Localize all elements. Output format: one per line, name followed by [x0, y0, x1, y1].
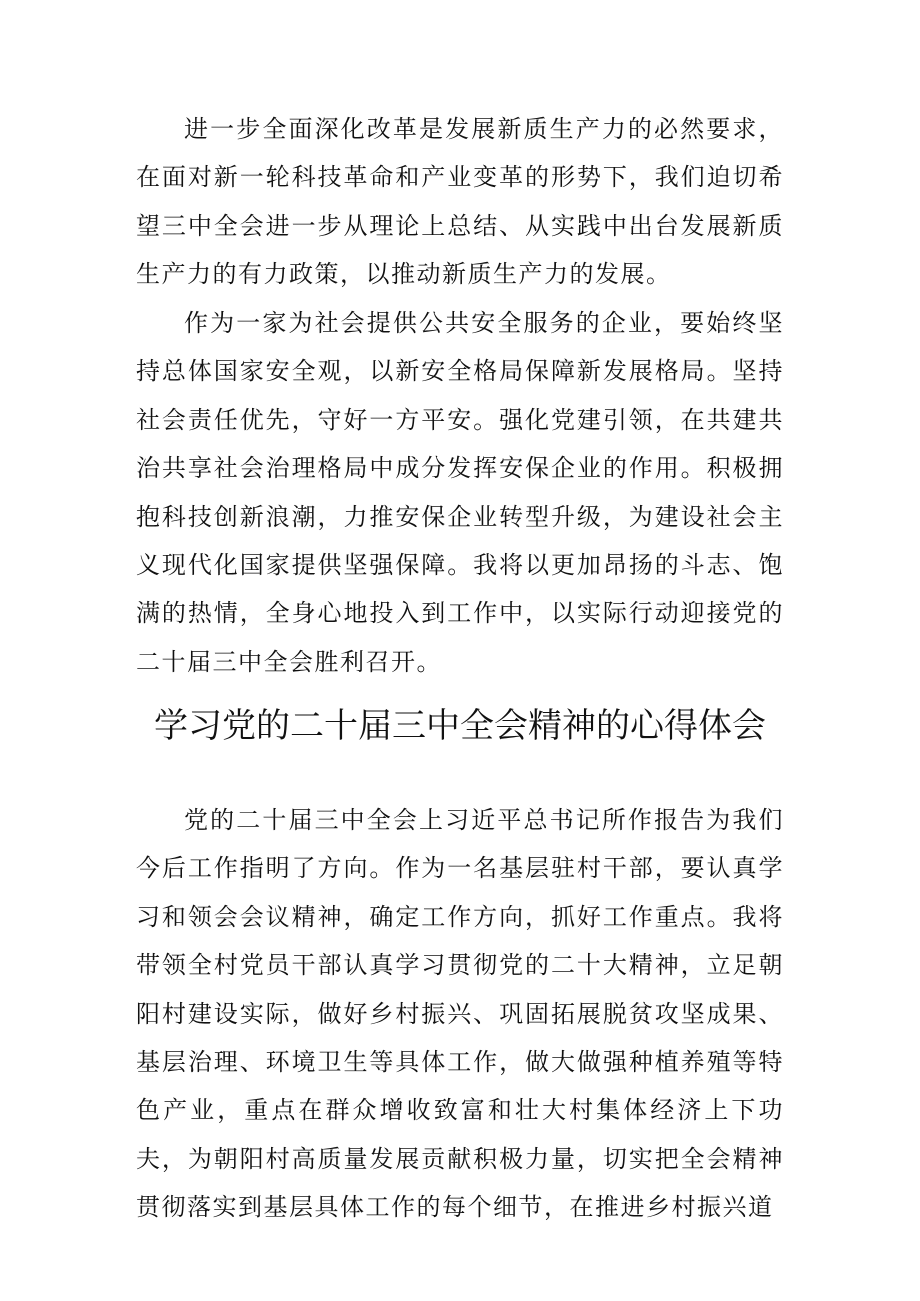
body-paragraph: 进一步全面深化改革是发展新质生产力的必然要求，在面对新一轮科技革命和产业变革的形势下，我们迫切希望三中全会进一步从理论上总结、从实践中出台发展新质生产力的有力政策，以推动新质生产力的发展。 [136, 115, 784, 289]
section-title: 学习党的二十届三中全会精神的心得体会 [154, 706, 766, 746]
body-paragraph: 作为一家为社会提供公共安全服务的企业，要始终坚持总体国家安全观，以新安全格局保障新发展格局。坚持社会责任优先，守好一方平安。强化党建引领，在共建共治共享社会治理格局中成分发挥安保企业的作用。积极拥抱科技创新浪潮，力推安保企业转型升级，为建设社会主义现代化国家提供坚强保障。我将以更加昂扬的斗志、饱满的热情，全身心地投入到工作中，以实际行动迎接党的二十届三中全会胜利召开。 [136, 309, 784, 676]
body-paragraph: 党的二十届三中全会上习近平总书记所作报告为我们今后工作指明了方向。作为一名基层驻村干部，要认真学习和领会会议精神，确定工作方向，抓好工作重点。我将带领全村党员干部认真学习贯彻党的二十大精神，立足朝阳村建设实际，做好乡村振兴、巩固拓展脱贫攻坚成果、基层治理、环境卫生等具体工作，做大做强种植养殖等特色产业，重点在群众增收致富和壮大村集体经济上下功夫，为朝阳村高质量发展贡献积极力量，切实把全会精神贯彻落实到基层具体工作的每个细节，在推进乡村振兴道 [136, 806, 784, 1222]
